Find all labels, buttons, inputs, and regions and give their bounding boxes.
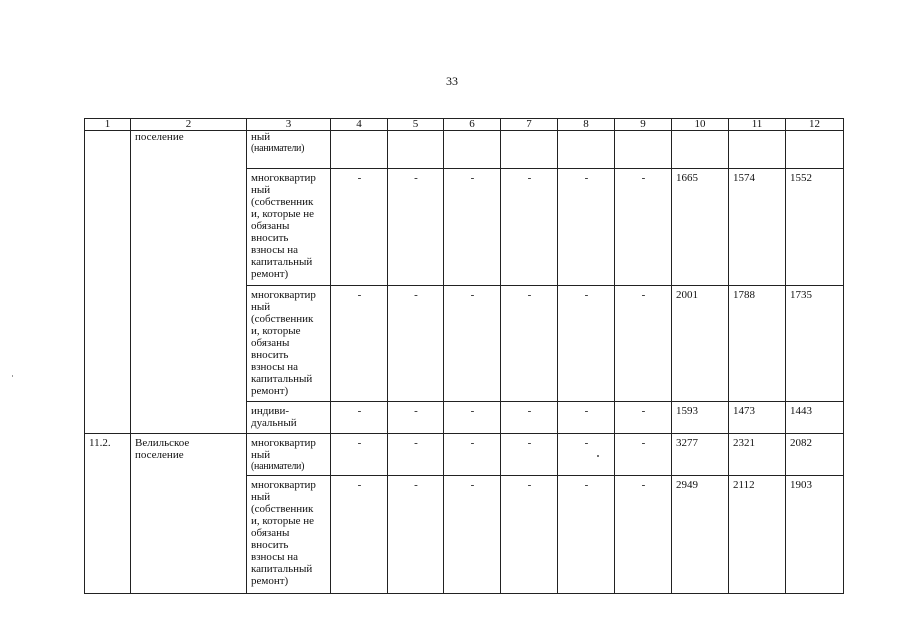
value-cell: 1574 [729, 169, 786, 286]
value-cell: 1735 [786, 286, 844, 402]
column-header: 12 [786, 119, 844, 131]
value-cell: - [388, 476, 444, 594]
page-number: 33 [446, 74, 458, 88]
value-cell: - [331, 434, 388, 476]
table-row [85, 476, 844, 594]
value-cell: - [558, 434, 615, 476]
column-header: 10 [672, 119, 729, 131]
table-row [85, 131, 844, 169]
column-header: 1 [85, 119, 131, 131]
value-cell [786, 131, 844, 169]
row-number-cell: 11.2. [85, 434, 131, 476]
table-row [85, 402, 844, 434]
settlement-name: поселение [135, 131, 184, 143]
column-header: 5 [388, 119, 444, 131]
row-number-cell [85, 476, 131, 594]
value-cell: - [501, 286, 558, 402]
value-cell: - [558, 169, 615, 286]
value-cell: - [331, 169, 388, 286]
value-cell: - [331, 402, 388, 434]
value-cell: 2112 [729, 476, 786, 594]
value-cell [558, 131, 615, 169]
value-cell [331, 131, 388, 169]
housing-type: многоквартир ный (собственник и, которые не обязаны вносить взносы на капитальный ремонт) [251, 172, 316, 280]
row-number-cell [85, 169, 131, 286]
housing-type-cell [247, 286, 331, 402]
housing-type-cell [247, 169, 331, 286]
value-cell: - [615, 169, 672, 286]
housing-type-cell [247, 402, 331, 434]
value-cell: 1552 [786, 169, 844, 286]
settlement-name-cell [131, 169, 247, 286]
value-cell: 1665 [672, 169, 729, 286]
value-cell: - [388, 286, 444, 402]
value-cell: 3277 [672, 434, 729, 476]
table-row [85, 169, 844, 286]
value-cell [388, 131, 444, 169]
value-cell: - [444, 286, 501, 402]
value-cell [729, 131, 786, 169]
row-number-cell [85, 286, 131, 402]
housing-type: многоквартир ный (собственник и, которые не обязаны вносить взносы на капитальный ремонт) [251, 479, 316, 587]
value-cell: - [388, 402, 444, 434]
scan-speck [597, 455, 599, 457]
table-row [85, 286, 844, 402]
column-header: 9 [615, 119, 672, 131]
tariff-table [84, 118, 844, 594]
column-header: 2 [131, 119, 247, 131]
housing-type: многоквартир ный [251, 437, 316, 461]
column-header: 11 [729, 119, 786, 131]
housing-type-note: (наниматели) [251, 143, 305, 154]
settlement-name-cell [131, 434, 247, 476]
value-cell: - [444, 476, 501, 594]
value-cell: 2949 [672, 476, 729, 594]
value-cell: - [331, 476, 388, 594]
value-cell [672, 131, 729, 169]
row-number-cell [85, 402, 131, 434]
value-cell: - [444, 402, 501, 434]
settlement-name: Велильское поселение [135, 437, 190, 461]
settlement-name-cell [131, 286, 247, 402]
value-cell: - [444, 434, 501, 476]
column-number-row [85, 119, 844, 131]
housing-type-cell [247, 476, 331, 594]
value-cell: 2082 [786, 434, 844, 476]
value-cell: - [558, 286, 615, 402]
value-cell: 2001 [672, 286, 729, 402]
settlement-name-cell [131, 131, 247, 169]
value-cell: - [388, 169, 444, 286]
value-cell: - [501, 434, 558, 476]
value-cell: - [331, 286, 388, 402]
value-cell: 1473 [729, 402, 786, 434]
value-cell: - [501, 402, 558, 434]
housing-type: индиви- дуальный [251, 405, 297, 429]
settlement-name-cell [131, 476, 247, 594]
value-cell: - [501, 169, 558, 286]
value-cell: - [388, 434, 444, 476]
scan-speck [12, 375, 13, 377]
value-cell: 1593 [672, 402, 729, 434]
housing-type-cell [247, 131, 331, 169]
value-cell: 1443 [786, 402, 844, 434]
value-cell: - [615, 286, 672, 402]
value-cell [444, 131, 501, 169]
value-cell: - [615, 476, 672, 594]
value-cell: 1788 [729, 286, 786, 402]
value-cell: - [444, 169, 501, 286]
housing-type-note: (наниматели) [251, 461, 305, 472]
value-cell: - [501, 476, 558, 594]
value-cell: 1903 [786, 476, 844, 594]
column-header: 8 [558, 119, 615, 131]
value-cell: 2321 [729, 434, 786, 476]
housing-type: ный [251, 131, 271, 143]
value-cell: - [615, 402, 672, 434]
housing-type: многоквартир ный (собственник и, которые обязаны вносить взносы на капитальный ремонт) [251, 289, 316, 397]
row-number-cell [85, 131, 131, 169]
housing-type-cell [247, 434, 331, 476]
value-cell: - [615, 434, 672, 476]
column-header: 4 [331, 119, 388, 131]
column-header: 7 [501, 119, 558, 131]
value-cell: - [558, 476, 615, 594]
column-header: 3 [247, 119, 331, 131]
table-row [85, 434, 844, 476]
value-cell [615, 131, 672, 169]
column-header: 6 [444, 119, 501, 131]
value-cell [501, 131, 558, 169]
settlement-name-cell [131, 402, 247, 434]
value-cell: - [558, 402, 615, 434]
